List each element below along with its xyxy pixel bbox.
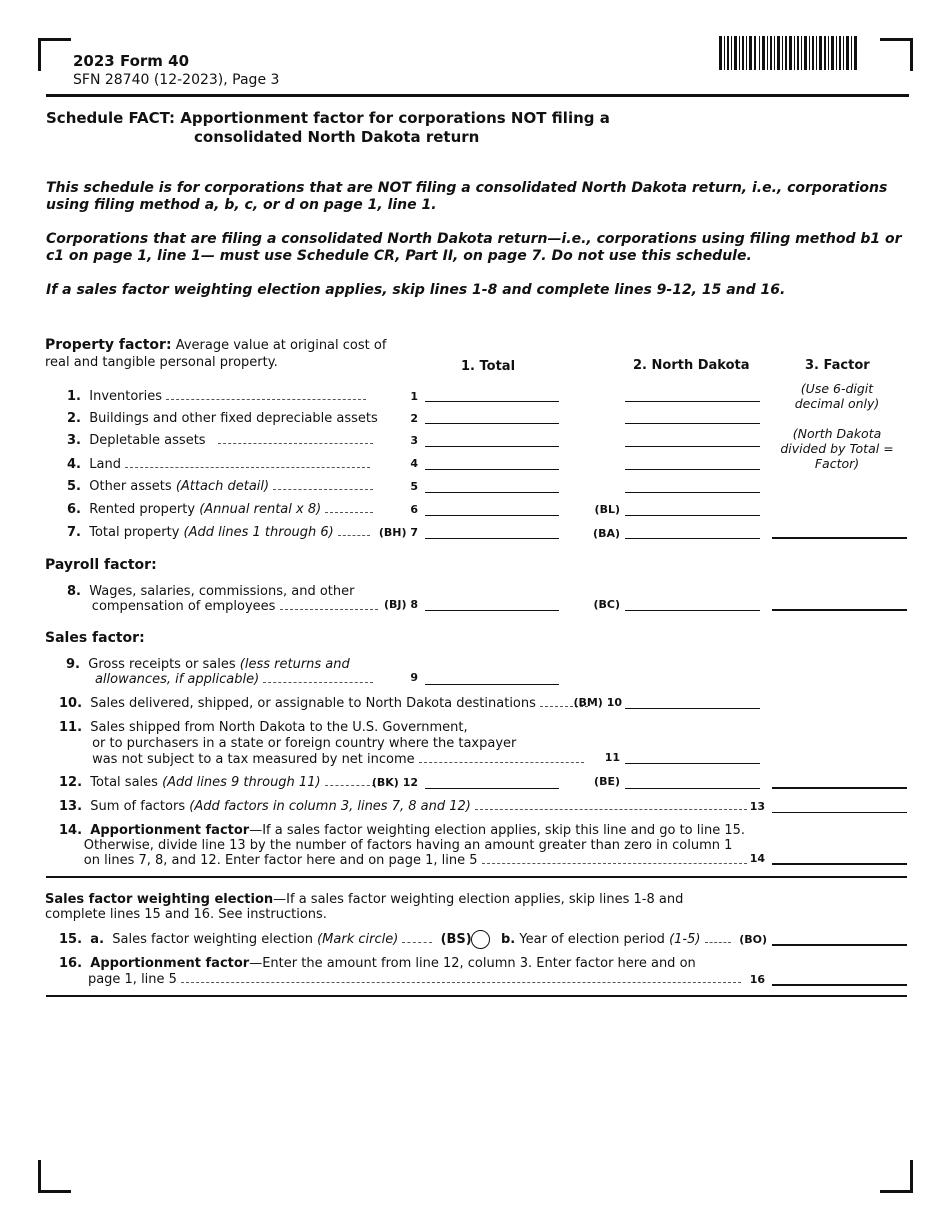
line-11-ref: 11 [604,751,620,764]
line-9-ref: 9 [410,671,418,684]
line-11-label: 11. Sales shipped from North Dakota to the U.S. Government, or to purchasers in a state or foreign country where the taxpayer was not subject to a tax measured by net income [59,720,584,768]
instruction-paragraph-3: If a sales factor weighting election applies, skip lines 1-8 and complete lines 9-12, 15 and 16. [46,282,786,298]
line-4-total-field[interactable] [425,469,559,470]
line-14-ref: 14 [749,852,765,865]
line-16-ref: 16 [749,973,765,986]
line-1-ref: 1 [410,390,418,403]
line-12-factor-field[interactable] [772,787,907,789]
column-header-factor: 3. Factor [805,358,870,373]
sales-factor-heading: Sales factor: [45,630,145,646]
line-9-label: 9. Gross receipts or sales (less returns and allowances, if applicable) [66,657,373,687]
line-2-ref: 2 [410,412,418,425]
form-title: 2023 Form 40 [73,52,190,70]
line-6-label: 6. Rented property (Annual rental x 8) [67,502,373,517]
line-12-nd-code: (BE) [594,775,620,788]
line-14-factor-field[interactable] [772,863,907,865]
line-15b-label: b. Year of election period (1-5) [501,932,731,947]
property-factor-description [45,337,386,371]
line-1-total-field[interactable] [425,401,559,402]
line-7-factor-field[interactable] [772,537,907,539]
crop-mark-top-left [38,38,71,71]
column-header-north-dakota: 2. North Dakota [633,358,750,373]
factor-note-division: (North Dakota divided by Total = Factor) [780,426,894,471]
bottom-divider [46,995,907,997]
line-12-total-code: (BK) 12 [371,776,418,789]
line-8-nd-code: (BC) [593,598,620,611]
line-1-nd-field[interactable] [625,401,760,402]
line-16-factor-field[interactable] [772,984,907,986]
instruction-paragraph-2: Corporations that are filing a consolidated North Dakota return—i.e., corporations using filing method b1 or c1 on page 1, line 1— must use Schedule CR, Part II, on page 7. Do not use this schedule. [46,231,902,264]
line-13-ref: 13 [749,800,765,813]
line-8-total-code: (BJ) 8 [383,598,418,611]
section-divider [46,876,907,878]
line-4-label: 4. Land [67,457,370,472]
line-13-factor-field[interactable] [772,812,907,813]
line-3-ref: 3 [410,434,418,447]
line-6-nd-field[interactable] [625,515,760,516]
line-15b-year-field[interactable] [772,944,907,946]
line-7-nd-field[interactable] [625,538,760,539]
line-3-total-field[interactable] [425,446,559,447]
line-7-label: 7. Total property (Add lines 1 through 6) [67,525,370,540]
line-16-label: 16. Apportionment factor—Enter the amount from line 12, column 3. Enter factor here and on page 1, line 5 [59,956,741,988]
line-2-label: 2. Buildings and other fixed depreciable assets [67,411,378,426]
schedule-title-line2: consolidated North Dakota return [194,128,480,146]
election-description: Sales factor weighting election—If a sales factor weighting election applies, skip lines 1-8 and complete lines 15 and 16. See instructions. [45,892,684,922]
crop-mark-bottom-right [880,1160,913,1193]
line-10-nd-field[interactable] [625,708,760,709]
line-4-nd-field[interactable] [625,469,760,470]
crop-mark-bottom-left [38,1160,71,1193]
line-14-label: 14. Apportionment factor—If a sales factor weighting election applies, skip this line and go to line 15. Otherwise, divide line 13 by the number of factors having an amount greater than zero in column 1 on lines 7, 8, and 12. Enter factor here and on page 1, line 5 [59,823,746,868]
line-5-label: 5. Other assets (Attach detail) [67,479,373,494]
line-2-total-field[interactable] [425,423,559,424]
line-10-label: 10. Sales delivered, shipped, or assignable to North Dakota destinations [59,696,588,711]
instruction-paragraph-1: This schedule is for corporations that are NOT filing a consolidated North Dakota return, i.e., corporations using filing method a, b, c, or d on page 1, line 1. [46,180,888,213]
factor-note-decimal: (Use 6-digit decimal only) [794,381,880,411]
line-3-nd-field[interactable] [625,446,760,447]
line-1-label: 1. Inventories [67,389,366,404]
line-15b-code: (BO) [739,933,767,946]
election-radio-circle[interactable] [471,930,490,949]
line-7-total-field[interactable] [425,538,559,539]
line-8-factor-field[interactable] [772,609,907,611]
line-10-code: (BM) 10 [573,696,622,709]
line-15-label: 15. a. Sales factor weighting election (Mark circle) (BS) [59,932,472,947]
line-12-label: 12. Total sales (Add lines 9 through 11) [59,775,375,790]
line-5-ref: 5 [410,480,418,493]
line-7-nd-code: (BA) [593,527,620,540]
line-6-total-field[interactable] [425,515,559,516]
line-9-total-field[interactable] [425,684,559,685]
line-8-label: 8. Wages, salaries, commissions, and other compensation of employees [67,584,378,614]
line-8-nd-field[interactable] [625,610,760,611]
line-11-nd-field[interactable] [625,763,760,764]
line-13-label: 13. Sum of factors (Add factors in column 3, lines 7, 8 and 12) [59,799,747,814]
payroll-factor-heading: Payroll factor: [45,557,157,573]
line-5-nd-field[interactable] [625,492,760,493]
header-divider [46,94,909,97]
line-8-total-field[interactable] [425,610,559,611]
line-12-total-field[interactable] [425,788,559,789]
property-factor-desc-line2: real and tangible personal property. [45,355,278,370]
barcode-image [719,36,857,70]
line-4-ref: 4 [410,457,418,470]
column-header-total: 1. Total [461,359,516,374]
schedule-title: Schedule FACT: Apportionment factor for corporations NOT filing a [46,109,610,127]
line-7-total-code: (BH) 7 [378,526,418,539]
line-2-nd-field[interactable] [625,423,760,424]
line-6-ref: 6 [410,503,418,516]
form-subtitle: SFN 28740 (12-2023), Page 3 [73,72,280,88]
crop-mark-top-right [880,38,913,71]
line-12-nd-field[interactable] [625,788,760,789]
property-factor-heading: Property factor: [45,337,172,353]
line-6-nd-code: (BL) [594,503,620,516]
line-5-total-field[interactable] [425,492,559,493]
line-3-label: 3. Depletable assets [67,433,373,448]
property-factor-desc-line1: Average value at original cost of [175,338,387,353]
